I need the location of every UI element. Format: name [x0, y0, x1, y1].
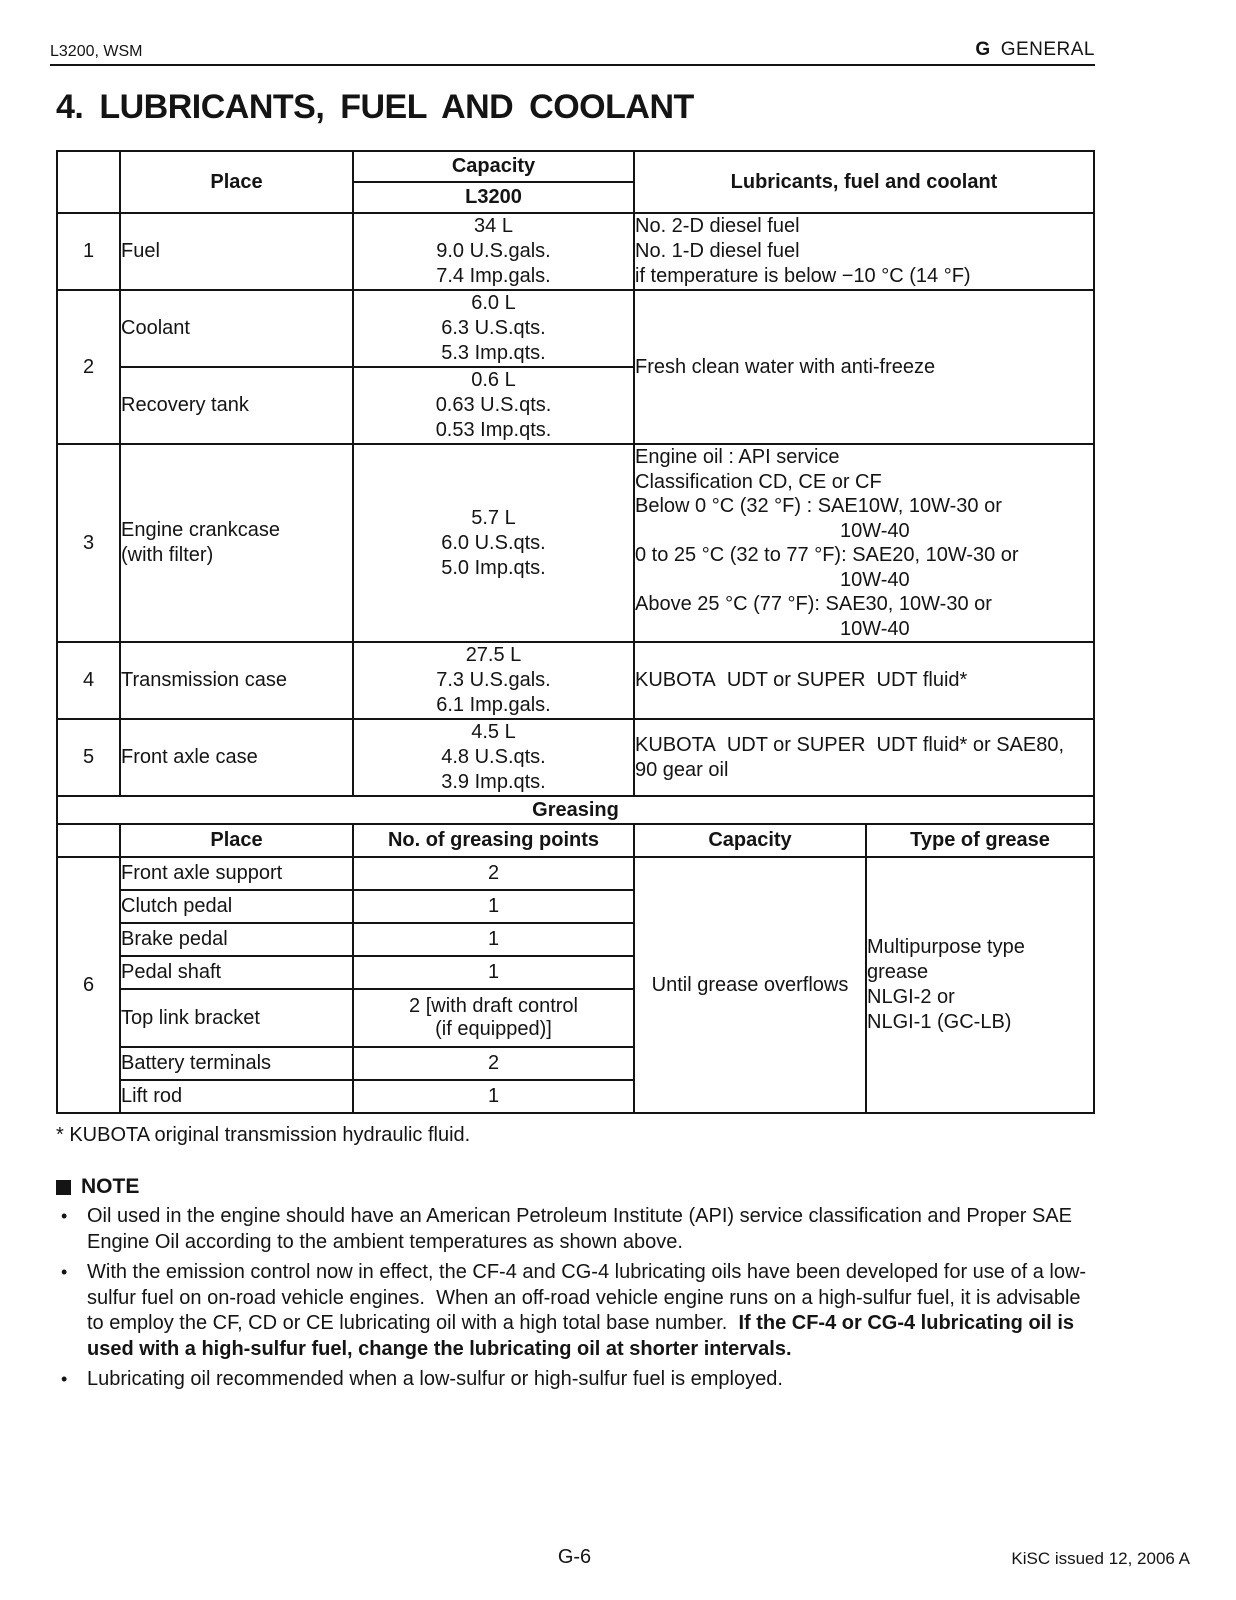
- capacity-line: 6.3 U.S.qts.: [441, 317, 546, 339]
- place-cell: [120, 444, 353, 642]
- table-row-engine-crankcase: [57, 444, 1094, 642]
- lubricant-cell: KUBOTA UDT or SUPER UDT fluid*: [634, 642, 1094, 719]
- lubricant-line: if temperature is below −10 °C (14 °F): [635, 265, 971, 287]
- lubricant-line: KUBOTA UDT or SUPER UDT fluid* or SAE80,: [635, 733, 1065, 756]
- note-section: [56, 1175, 1093, 1393]
- row-number: 2: [57, 290, 120, 444]
- lubricant-cell: Fresh clean water with anti-freeze: [634, 290, 1094, 444]
- header-capacity: Capacity: [634, 824, 866, 857]
- note-text-bold: If the CF-4 or CG-4 lubricating oil is used with a high-sulfur fuel, change the lubricating oil at shorter intervals.: [87, 1312, 1075, 1360]
- note-bullet-item: [56, 1367, 1093, 1393]
- running-header: [50, 39, 1095, 66]
- header-points: No. of greasing points: [353, 824, 634, 857]
- capacity-cell: [353, 719, 634, 796]
- capacity-line: 0.53 Imp.qts.: [435, 419, 552, 441]
- lubricant-line: Classification CD, CE or CF: [635, 470, 882, 493]
- place-cell: Front axle support: [120, 857, 353, 890]
- place-line: Engine crankcase: [121, 519, 280, 541]
- lubricant-line: Below 0 °C (32 °F) : SAE10W, 10W-30 or: [635, 495, 1002, 517]
- header-empty-cell: [57, 151, 120, 213]
- lubricant-line: No. 2-D diesel fuel: [635, 215, 800, 237]
- points-line: 2 [with draft control: [409, 995, 578, 1017]
- capacity-line: 5.0 Imp.qts.: [441, 556, 546, 579]
- note-heading: [56, 1175, 1093, 1199]
- capacity-cell: [353, 290, 634, 367]
- capacity-line: 4.8 U.S.qts.: [441, 746, 546, 768]
- note-text: Oil used in the engine should have an American Petroleum Institute (API) service classification and Proper SAE Engine Oil according to the ambient temperatures as shown above.: [87, 1205, 1072, 1253]
- place-cell: Top link bracket: [120, 989, 353, 1047]
- capacity-line: 5.3 Imp.qts.: [441, 342, 546, 364]
- note-bullet-item: [56, 1204, 1093, 1255]
- header-model-code: L3200, WSM: [50, 43, 143, 60]
- row-number: 4: [57, 642, 120, 719]
- header-place: Place: [120, 824, 353, 857]
- grease-type-line: Multipurpose type: [867, 936, 1025, 958]
- issue-stamp: KiSC issued 12, 2006 A: [1011, 1549, 1190, 1568]
- header-grease-type: Type of grease: [866, 824, 1094, 857]
- grease-type-line: NLGI-2 or: [867, 986, 955, 1008]
- place-cell: Clutch pedal: [120, 890, 353, 923]
- header-capacity: Capacity: [353, 151, 634, 182]
- bullet-icon: •: [61, 1369, 68, 1389]
- table-row-transmission-case: [57, 642, 1094, 719]
- greasing-row: [57, 857, 1094, 890]
- lubricant-cell: [634, 719, 1094, 796]
- lubricant-line: Above 25 °C (77 °F): SAE30, 10W-30 or: [635, 593, 992, 615]
- table-header-row: [57, 151, 1094, 182]
- page-number: G-6: [557, 1546, 592, 1568]
- lubricant-line: Engine oil : API service: [635, 446, 840, 468]
- points-cell: 1: [353, 1080, 634, 1113]
- capacity-line: 6.0 L: [471, 292, 516, 314]
- greasing-banner-row: [57, 796, 1094, 824]
- bullet-icon: •: [61, 1262, 68, 1282]
- capacity-line: 7.3 U.S.gals.: [436, 669, 551, 691]
- place-cell: Transmission case: [120, 642, 353, 719]
- table-row-coolant: [57, 290, 1094, 367]
- page-content: [56, 150, 1093, 1393]
- greasing-header-row: [57, 824, 1094, 857]
- grease-capacity-cell: Until grease overflows: [634, 857, 866, 1113]
- place-cell: Recovery tank: [120, 367, 353, 444]
- note-heading-label: NOTE: [81, 1175, 140, 1198]
- note-square-icon: [56, 1180, 71, 1195]
- points-cell: 1: [353, 890, 634, 923]
- place-line: (with filter): [121, 544, 214, 566]
- header-place: Place: [120, 151, 353, 213]
- place-cell: Lift rod: [120, 1080, 353, 1113]
- row-number: 3: [57, 444, 120, 642]
- bullet-icon: •: [61, 1206, 68, 1226]
- capacity-line: 6.0 U.S.qts.: [441, 531, 546, 554]
- lubricant-line: 10W-40: [840, 519, 910, 542]
- capacity-line: 7.4 Imp.gals.: [436, 265, 551, 287]
- place-cell: Pedal shaft: [120, 956, 353, 989]
- page-title-text: LUBRICANTS, FUEL AND COOLANT: [99, 88, 694, 126]
- capacity-cell: [353, 367, 634, 444]
- capacity-line: 5.7 L: [471, 506, 516, 529]
- place-cell: Coolant: [120, 290, 353, 367]
- points-cell: 2: [353, 1047, 634, 1080]
- table-row-front-axle-case: [57, 719, 1094, 796]
- points-cell: [353, 989, 634, 1047]
- capacity-cell: [353, 444, 634, 642]
- header-lubricants: Lubricants, fuel and coolant: [634, 151, 1094, 213]
- grease-type-line: grease: [867, 961, 929, 983]
- capacity-line: 27.5 L: [465, 644, 522, 666]
- points-cell: 1: [353, 956, 634, 989]
- points-cell: 2: [353, 857, 634, 890]
- greasing-title: Greasing: [57, 796, 1094, 824]
- page-title: [56, 88, 694, 127]
- lubricant-line: No. 1-D diesel fuel: [635, 240, 800, 262]
- place-cell: Battery terminals: [120, 1047, 353, 1080]
- lubricant-line: 90 gear oil: [635, 758, 729, 781]
- capacity-line: 0.6 L: [471, 369, 516, 391]
- header-section-letter: G: [975, 39, 991, 60]
- page-title-number: 4.: [56, 88, 84, 126]
- table-footnote: * KUBOTA original transmission hydraulic fluid.: [56, 1124, 471, 1146]
- note-bullet-item: [56, 1260, 1093, 1362]
- note-text: [87, 1260, 1093, 1362]
- grease-type-line: NLGI-1 (GC-LB): [867, 1011, 1012, 1033]
- lubricant-line: 0 to 25 °C (32 to 77 °F): SAE20, 10W-30 or: [635, 544, 1019, 566]
- grease-type-cell: [866, 857, 1094, 1113]
- row-number: 1: [57, 213, 120, 290]
- capacity-cell: [353, 642, 634, 719]
- row-number: 6: [57, 857, 120, 1113]
- header-section-title: GENERAL: [1000, 39, 1095, 60]
- capacity-line: 0.63 U.S.qts.: [435, 394, 552, 416]
- place-cell: Front axle case: [120, 719, 353, 796]
- place-cell: Brake pedal: [120, 923, 353, 956]
- capacity-cell: [353, 213, 634, 290]
- header-model: L3200: [353, 182, 634, 213]
- note-text: Lubricating oil recommended when a low-sulfur or high-sulfur fuel is employed.: [87, 1368, 783, 1390]
- capacity-line: 34 L: [474, 215, 513, 237]
- place-cell: Fuel: [120, 213, 353, 290]
- capacity-line: 4.5 L: [471, 721, 516, 743]
- lubricant-cell: [634, 213, 1094, 290]
- capacity-line: 9.0 U.S.gals.: [436, 240, 551, 262]
- capacity-line: 3.9 Imp.qts.: [441, 771, 546, 793]
- points-line: (if equipped)]: [435, 1018, 552, 1040]
- note-text-normal: With the emission control now in effect, the CF-4 and CG-4 lubricating oils have been developed for use of a low-sulfur fuel on on-road vehicle engines. When an off-road vehicle engine runs on a high-sulfur fuel, it is advisable to employ the CF, CD or CE lubricating oil with a high total base number.: [87, 1261, 1087, 1334]
- capacity-line: 6.1 Imp.gals.: [436, 694, 551, 716]
- lubricant-line: 10W-40: [840, 617, 910, 640]
- lubricant-cell: [634, 444, 1094, 642]
- lubricant-line: 10W-40: [840, 568, 910, 591]
- points-cell: 1: [353, 923, 634, 956]
- row-number: 5: [57, 719, 120, 796]
- greasing-table: [56, 795, 1095, 1114]
- table-row-fuel: [57, 213, 1094, 290]
- lubricants-table: [56, 150, 1095, 797]
- header-empty-cell: [57, 824, 120, 857]
- header-section: [975, 39, 1095, 61]
